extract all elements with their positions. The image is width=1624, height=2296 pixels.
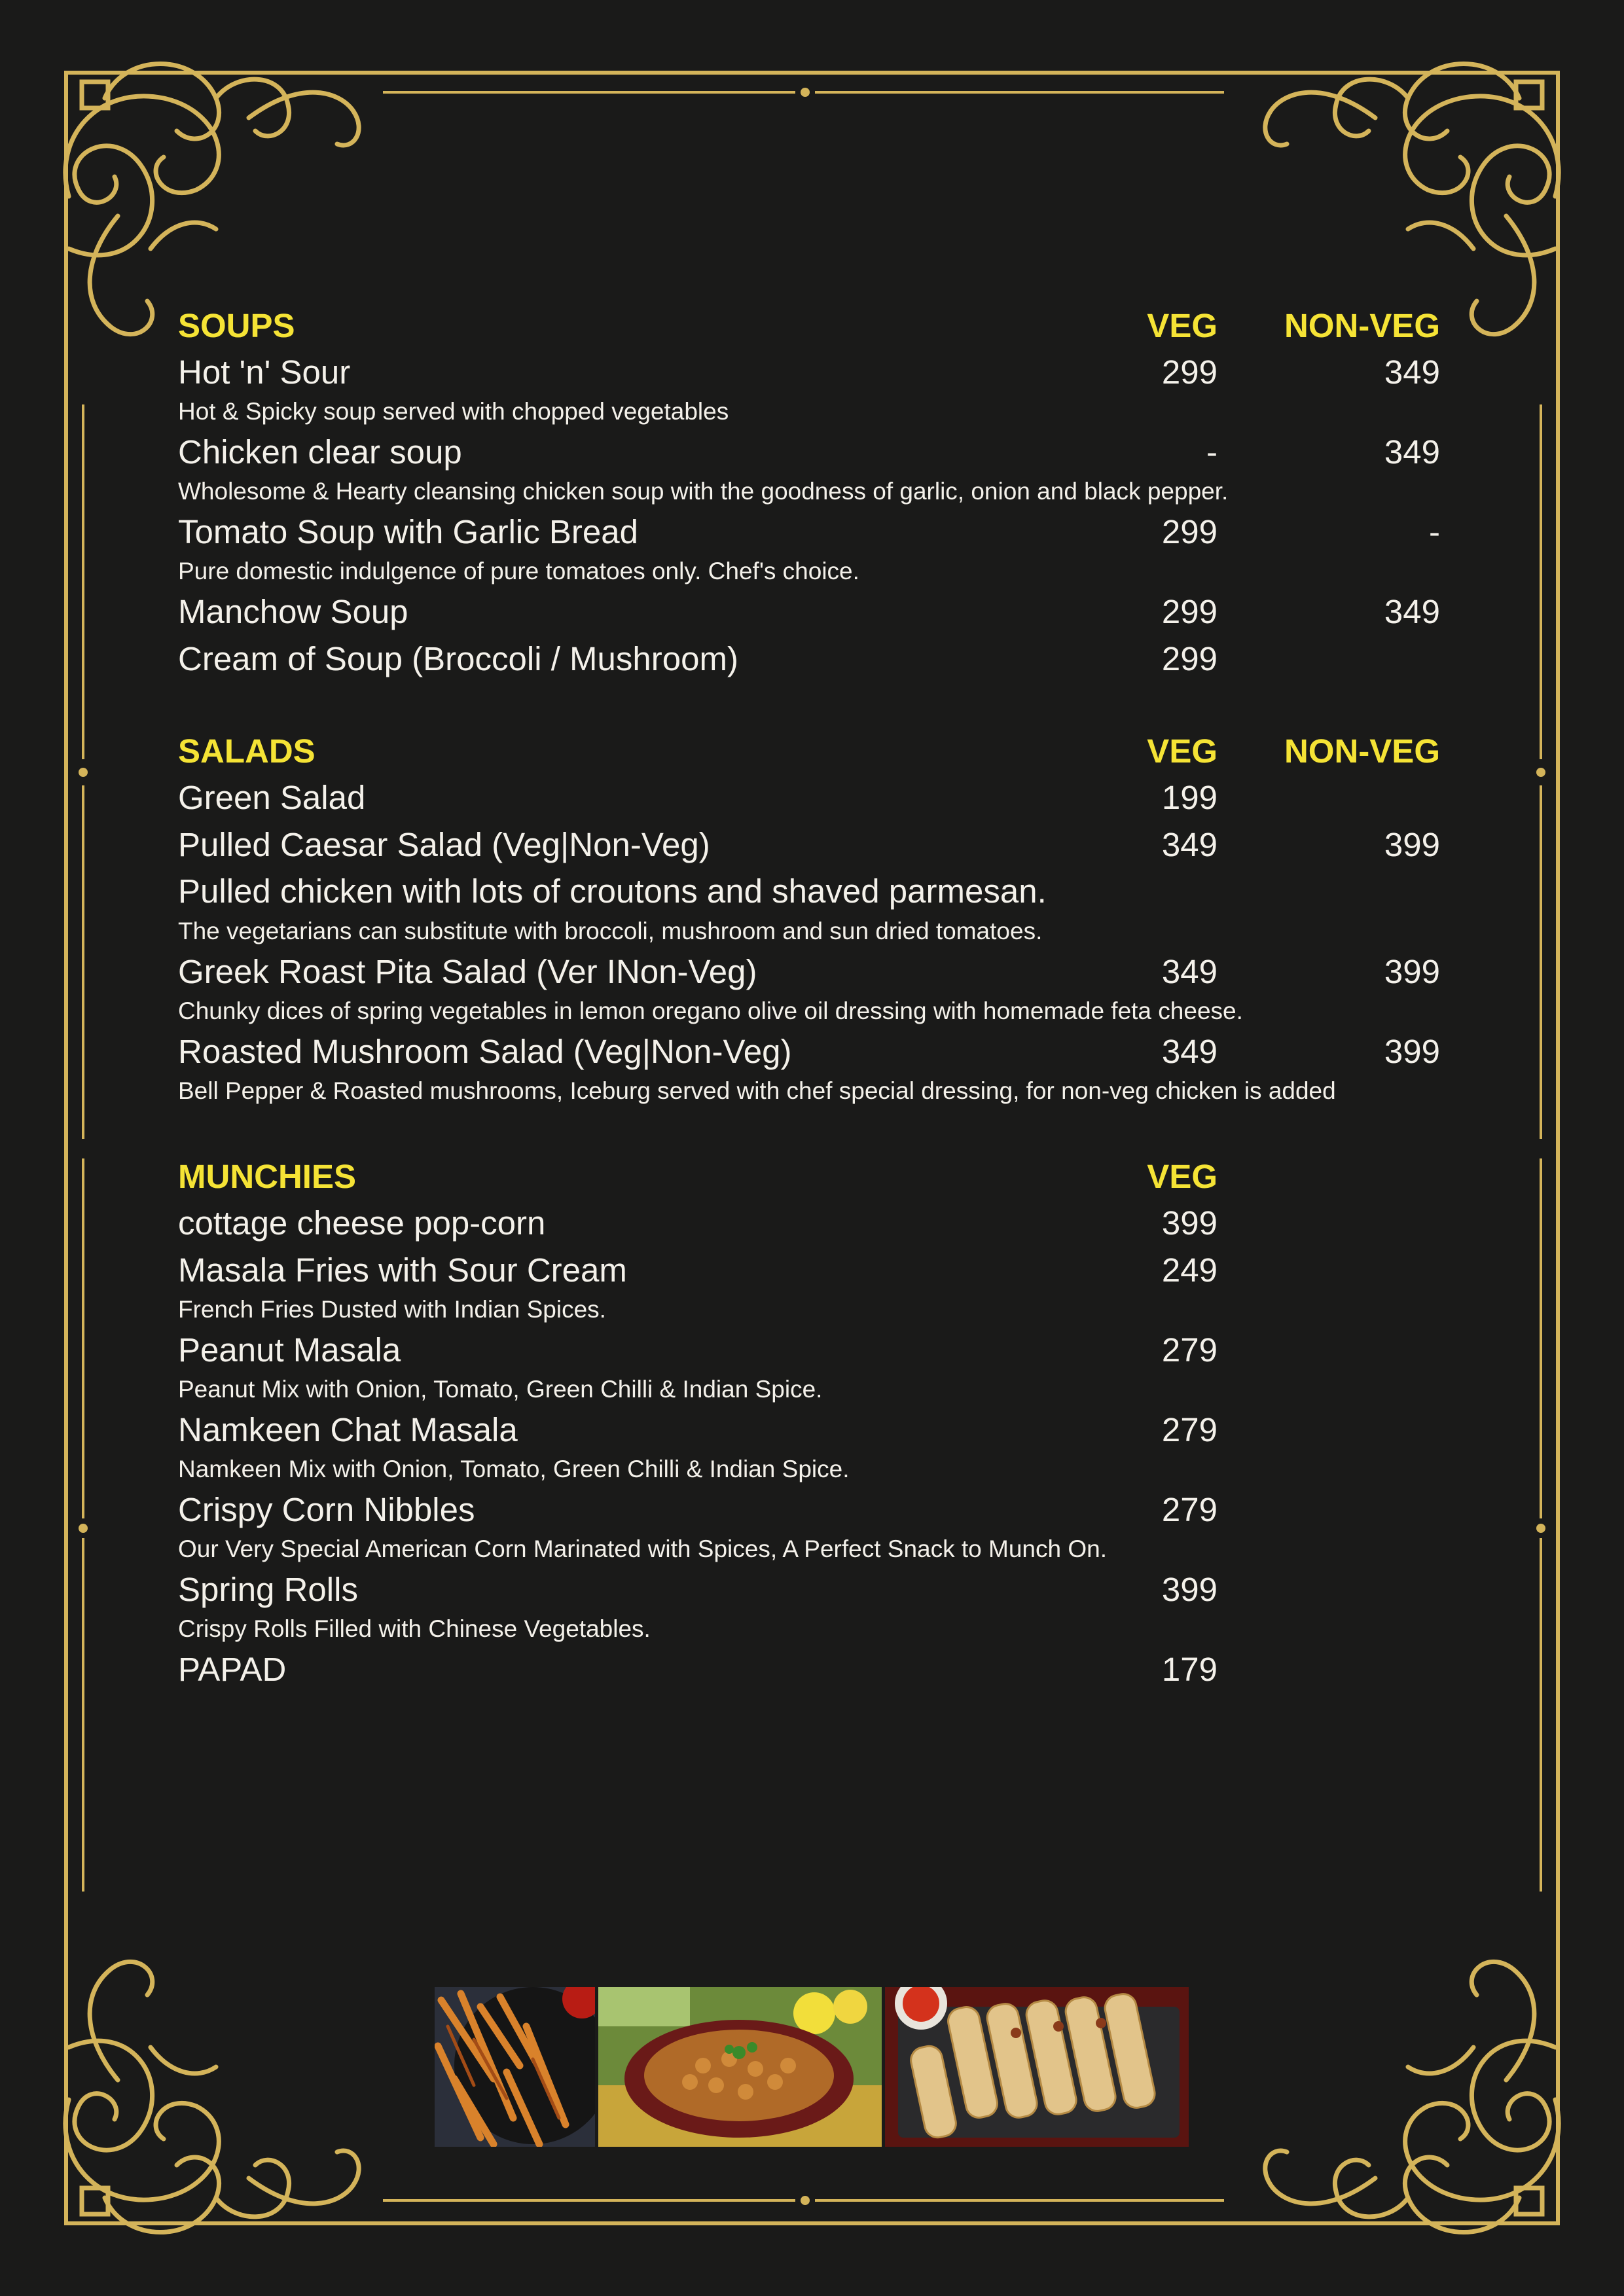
menu-item	[178, 1645, 1440, 1693]
item-description: Crispy Rolls Filled with Chinese Vegetables.	[178, 1615, 651, 1642]
nonveg-price: 399	[1384, 1032, 1440, 1070]
veg-price: 349	[1161, 952, 1218, 990]
veg-price: 279	[1161, 1331, 1218, 1369]
menu-item	[178, 635, 1440, 682]
item-name: Spring Rolls	[178, 1570, 358, 1608]
veg-price: 179	[1161, 1650, 1218, 1688]
veg-price: -	[1206, 433, 1218, 471]
menu-item	[178, 1326, 1440, 1373]
item-description: Chunky dices of spring vegetables in lemon oregano olive oil dressing with homemade feta cheese.	[178, 997, 1243, 1024]
veg-price: 349	[1161, 825, 1218, 863]
item-description: Our Very Special American Corn Marinated with Spices, A Perfect Snack to Munch On.	[178, 1535, 1107, 1562]
soups-header	[178, 302, 1440, 348]
item-name: Cream of Soup (Broccoli / Mushroom)	[178, 639, 738, 677]
menu-item	[178, 428, 1440, 475]
munchies-section	[178, 1153, 1440, 1693]
menu-item	[178, 1566, 1440, 1613]
item-description-large: Pulled chicken with lots of croutons and shaved parmesan.	[178, 872, 1047, 910]
item-description: Hot & Spicky soup served with chopped vegetables	[178, 398, 729, 425]
menu-content	[178, 302, 1440, 1738]
menu-item	[178, 508, 1440, 555]
veg-price: 249	[1161, 1251, 1218, 1289]
nonveg-column-label: NON-VEG	[1284, 732, 1440, 770]
section-title: SALADS	[178, 732, 316, 770]
menu-item	[178, 948, 1440, 995]
nonveg-price: 349	[1384, 592, 1440, 630]
item-name: cottage cheese pop-corn	[178, 1204, 546, 1242]
menu-item	[178, 1406, 1440, 1453]
item-name: Tomato Soup with Garlic Bread	[178, 512, 638, 550]
item-name: Green Salad	[178, 778, 366, 816]
nonveg-price: 349	[1384, 353, 1440, 391]
item-description: The vegetarians can substitute with broccoli, mushroom and sun dried tomatoes.	[178, 918, 1043, 944]
item-name: Chicken clear soup	[178, 433, 462, 471]
item-name: Masala Fries with Sour Cream	[178, 1251, 627, 1289]
nonveg-price: 399	[1384, 952, 1440, 990]
item-name: Crispy Corn Nibbles	[178, 1490, 475, 1528]
veg-price: 399	[1161, 1204, 1218, 1242]
soups-section	[178, 302, 1440, 682]
menu-item	[178, 1246, 1440, 1293]
spring-rolls-photo	[885, 1987, 1189, 2147]
item-description: Bell Pepper & Roasted mushrooms, Iceburg served with chef special dressing, for non-veg chicken is added	[178, 1077, 1336, 1104]
item-description: Peanut Mix with Onion, Tomato, Green Chilli & Indian Spice.	[178, 1376, 823, 1403]
section-title: MUNCHIES	[178, 1157, 357, 1195]
veg-price: 299	[1161, 353, 1218, 391]
nonveg-price: -	[1429, 512, 1440, 550]
masala-fries-photo	[435, 1987, 595, 2147]
item-description: French Fries Dusted with Indian Spices.	[178, 1296, 606, 1323]
item-description: Wholesome & Hearty cleansing chicken soup with the goodness of garlic, onion and black pepper.	[178, 478, 1229, 505]
nonveg-column-label: NON-VEG	[1284, 306, 1440, 344]
item-name: Manchow Soup	[178, 592, 408, 630]
veg-price: 199	[1161, 778, 1218, 816]
item-description: Namkeen Mix with Onion, Tomato, Green Chilli & Indian Spice.	[178, 1456, 850, 1482]
item-name: Namkeen Chat Masala	[178, 1410, 518, 1448]
item-name: PAPAD	[178, 1650, 287, 1688]
section-title: SOUPS	[178, 306, 295, 344]
veg-price: 349	[1161, 1032, 1218, 1070]
item-name: Hot 'n' Sour	[178, 353, 351, 391]
menu-item	[178, 821, 1440, 868]
food-photo-strip	[435, 1987, 1189, 2147]
menu-item	[178, 588, 1440, 635]
item-name: Roasted Mushroom Salad (Veg|Non-Veg)	[178, 1032, 792, 1070]
menu-item	[178, 1028, 1440, 1075]
menu-item	[178, 348, 1440, 395]
veg-price: 299	[1161, 592, 1218, 630]
menu-item	[178, 774, 1440, 821]
item-name: Pulled Caesar Salad (Veg|Non-Veg)	[178, 825, 710, 863]
veg-column-label: VEG	[1147, 306, 1218, 344]
peanut-masala-photo	[598, 1987, 882, 2147]
veg-price: 299	[1161, 639, 1218, 677]
menu-item	[178, 1486, 1440, 1533]
nonveg-price: 349	[1384, 433, 1440, 471]
veg-price: 279	[1161, 1490, 1218, 1528]
veg-column-label: VEG	[1147, 732, 1218, 770]
veg-price: 399	[1161, 1570, 1218, 1608]
veg-column-label: VEG	[1147, 1157, 1218, 1195]
salads-header	[178, 728, 1440, 774]
item-name: Greek Roast Pita Salad (Ver INon-Veg)	[178, 952, 757, 990]
menu-item	[178, 1199, 1440, 1246]
salads-section	[178, 728, 1440, 1107]
veg-price: 279	[1161, 1410, 1218, 1448]
munchies-header	[178, 1153, 1440, 1199]
item-name: Peanut Masala	[178, 1331, 401, 1369]
item-description: Pure domestic indulgence of pure tomatoes only. Chef's choice.	[178, 558, 859, 584]
veg-price: 299	[1161, 512, 1218, 550]
nonveg-price: 399	[1384, 825, 1440, 863]
